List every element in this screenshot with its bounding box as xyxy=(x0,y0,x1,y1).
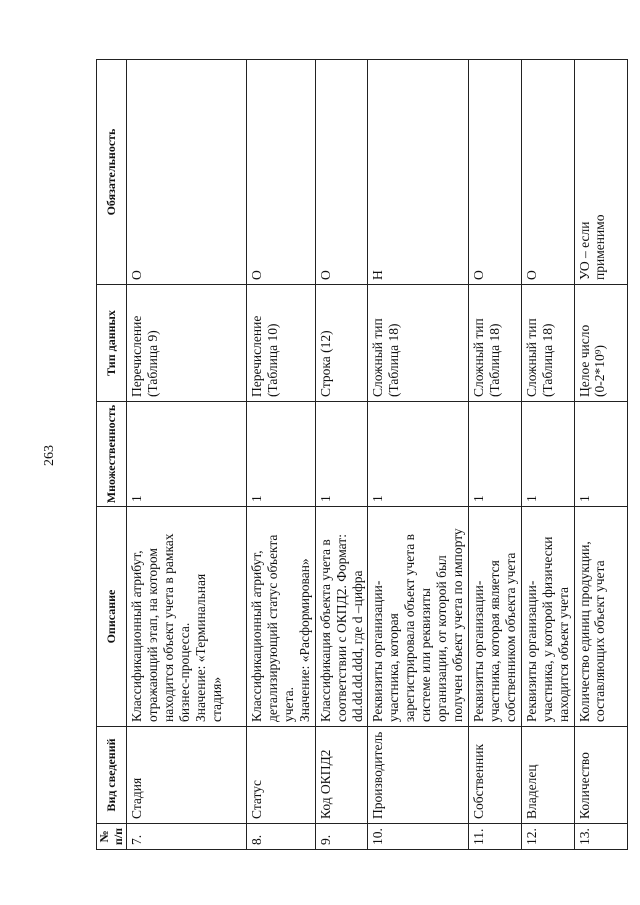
cell-multiplicity: 1 xyxy=(315,402,368,507)
cell-requirement xyxy=(368,60,469,285)
table-row xyxy=(127,60,247,850)
cell-kind: Стадия xyxy=(127,727,247,824)
cell-kind: Собственник xyxy=(468,727,521,824)
data-type-line: Перечисление xyxy=(249,315,264,397)
description-line: Значение: «Терминальная xyxy=(192,573,208,722)
cell-num: 12. xyxy=(521,824,574,850)
description-line: учета. xyxy=(280,687,296,722)
cell-requirement xyxy=(574,60,627,285)
cell-description xyxy=(521,507,574,727)
cell-requirement xyxy=(315,60,368,285)
description-line: бизнес-процесса. xyxy=(176,622,192,722)
description-line: стадия» xyxy=(208,676,224,722)
requirement-line: О xyxy=(249,270,264,280)
description-line: участника, у которой физически xyxy=(539,536,555,722)
cell-kind: Количество xyxy=(574,727,627,824)
header-data-type: Тип данных xyxy=(97,285,127,402)
data-type-line: Сложный тип xyxy=(370,318,386,397)
description-line: системе или реквизиты xyxy=(418,588,434,722)
cell-description xyxy=(315,507,368,727)
cell-multiplicity: 1 xyxy=(468,402,521,507)
description-line: находится объект учета в рамках xyxy=(160,533,176,722)
cell-multiplicity: 1 xyxy=(368,402,469,507)
description-line: получен объект учета по импорту xyxy=(450,528,466,722)
data-type-line: (Таблица 18) xyxy=(539,323,555,397)
description-line: зарегистрировала объект учета в xyxy=(402,533,418,722)
description-line: составляющих объект учета xyxy=(592,560,608,722)
header-num xyxy=(97,824,127,850)
description-line: Классификационный атрибут, xyxy=(129,550,144,722)
requirement-line: УО – если xyxy=(576,221,592,280)
data-type-line: Сложный тип xyxy=(470,318,486,397)
header-multiplicity: Множественность xyxy=(97,402,127,507)
cell-requirement xyxy=(521,60,574,285)
data-type-line: Целое число xyxy=(576,324,592,397)
cell-multiplicity: 1 xyxy=(521,402,574,507)
cell-description xyxy=(247,507,316,727)
requirement-line: О xyxy=(523,270,539,280)
cell-num: 7. xyxy=(127,824,247,850)
data-type-line: (0-2*10⁹) xyxy=(592,345,608,397)
cell-data-type xyxy=(127,285,247,402)
requirement-line: Н xyxy=(370,270,386,280)
requirement-line: О xyxy=(317,270,333,280)
requirement-line: применимо xyxy=(592,214,608,280)
description-line: детализирующий статус объекта xyxy=(264,534,280,722)
description-line: соответствии с ОКПД2. Формат: xyxy=(333,534,349,722)
cell-data-type xyxy=(468,285,521,402)
header-num-line: № xyxy=(97,830,112,843)
cell-data-type xyxy=(368,285,469,402)
cell-description xyxy=(368,507,469,727)
description-line: Реквизиты организации- xyxy=(523,580,539,722)
data-type-line: (Таблица 10) xyxy=(264,323,280,397)
cell-multiplicity: 1 xyxy=(127,402,247,507)
description-line: Реквизиты организации- xyxy=(470,580,486,722)
table-row xyxy=(315,60,368,850)
cell-kind: Статус xyxy=(247,727,316,824)
description-line: собственником объекта учета xyxy=(502,552,518,722)
table-row xyxy=(521,60,574,850)
page-number-text: 263 xyxy=(42,445,57,466)
header-num-line: п/п xyxy=(110,827,125,846)
cell-description xyxy=(468,507,521,727)
description-line: находится объект учета xyxy=(555,586,571,722)
cell-requirement xyxy=(127,60,247,285)
cell-multiplicity: 1 xyxy=(247,402,316,507)
requirement-line: О xyxy=(470,270,486,280)
cell-kind: Производитель xyxy=(368,727,469,824)
description-line: Классификационный атрибут, xyxy=(249,550,264,722)
table-body xyxy=(127,60,628,850)
cell-data-type xyxy=(315,285,368,402)
data-type-line: (Таблица 18) xyxy=(486,323,502,397)
cell-data-type xyxy=(247,285,316,402)
cell-num: 8. xyxy=(247,824,316,850)
description-line: организации, от которой был xyxy=(434,555,450,722)
table-row xyxy=(368,60,469,850)
cell-description xyxy=(127,507,247,727)
description-line: Реквизиты организации- xyxy=(370,580,386,722)
data-table xyxy=(96,59,628,850)
cell-data-type xyxy=(521,285,574,402)
header-description: Описание xyxy=(97,507,127,727)
cell-num: 9. xyxy=(315,824,368,850)
cell-requirement xyxy=(468,60,521,285)
cell-num: 13. xyxy=(574,824,627,850)
description-line: Классификация объекта учета в xyxy=(317,539,333,722)
table-row xyxy=(574,60,627,850)
header-row xyxy=(97,60,127,850)
description-line: Количество единиц продукции, xyxy=(576,541,592,722)
description-line: dd.dd.dd.ddd, где d –цифра xyxy=(349,570,365,722)
cell-kind: Код ОКПД2 xyxy=(315,727,368,824)
data-type-line: Строка (12) xyxy=(317,330,333,397)
table-row xyxy=(468,60,521,850)
cell-kind: Владелец xyxy=(521,727,574,824)
table-row xyxy=(247,60,316,850)
cell-data-type xyxy=(574,285,627,402)
data-type-line: Сложный тип xyxy=(523,318,539,397)
cell-multiplicity: 1 xyxy=(574,402,627,507)
data-type-line: Перечисление xyxy=(129,315,144,397)
data-type-line: (Таблица 18) xyxy=(386,323,402,397)
header-kind: Вид сведений xyxy=(97,727,127,824)
description-line: участника, которая является xyxy=(486,560,502,722)
cell-requirement xyxy=(247,60,316,285)
description-line: Значение: «Расформирован» xyxy=(296,558,312,722)
data-type-line: (Таблица 9) xyxy=(144,330,160,397)
cell-description xyxy=(574,507,627,727)
cell-num: 11. xyxy=(468,824,521,850)
rotated-table-container xyxy=(96,60,608,850)
requirement-line: О xyxy=(129,270,144,280)
description-line: отражающий этап, на котором xyxy=(144,548,160,722)
description-line: участника, которая xyxy=(386,613,402,722)
header-requirement: Обязательность xyxy=(97,60,127,285)
page-number xyxy=(40,443,60,469)
cell-num: 10. xyxy=(368,824,469,850)
